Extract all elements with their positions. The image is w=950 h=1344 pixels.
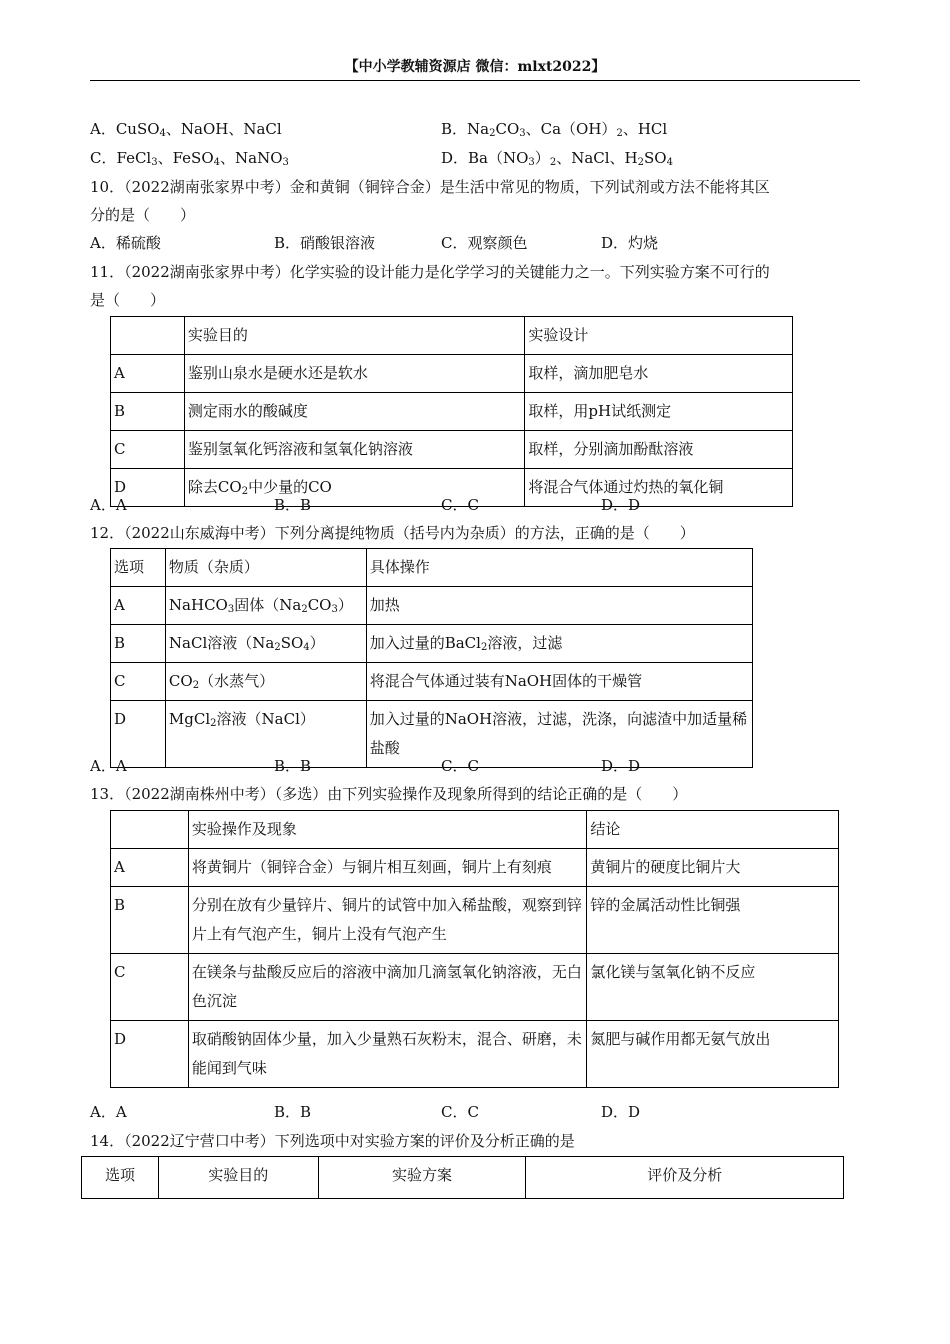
table-row [111,355,793,393]
q13-stem: 13．（2022湖南株州中考）（多选）由下列实验操作及现象所得到的结论正确的是（ ） [90,785,688,803]
row-label: D [111,701,166,768]
row-label: C [111,431,185,469]
operation-cell: 在镁条与盐酸反应后的溶液中滴加几滴氢氧化钠溶液，无白色沉淀 [188,954,586,1021]
header-cell [111,811,189,849]
row-label: B [111,887,189,954]
q13-table [110,810,839,1088]
header-cell: 实验目的 [158,1157,318,1199]
operation-cell: 加热 [366,587,752,625]
table-row [111,587,753,625]
q12-option-d: D．D [601,757,641,775]
q9-option-b: B．$Na_2CO_3$、$Ca(OH)_2$、HCl [441,120,668,139]
q10-option-a: A．稀硫酸 [90,234,161,252]
q11-stem-line1: 11．（2022湖南张家界中考）化学实验的设计能力是化学学习的关键能力之一。下列实验方案不可行的 [90,263,770,281]
header-cell: 实验方案 [318,1157,526,1199]
q9-option-d: D．$Ba(NO_3)_2$、NaCl、$H_2SO_4$ [441,149,673,168]
design-cell: 取样，滴加肥皂水 [525,355,793,393]
q12-option-a: A．A [90,757,127,775]
operation-cell: 分别在放有少量锌片、铜片的试管中加入稀盐酸，观察到锌片上有气泡产生，铜片上没有气泡产生 [188,887,586,954]
design-cell: 取样，用pH试纸测定 [525,393,793,431]
q10-option-b: B．硝酸银溶液 [274,234,376,252]
table-header-row [111,317,793,355]
table-row [111,431,793,469]
row-label: B [111,625,166,663]
design-cell: 取样，分别滴加酚酞溶液 [525,431,793,469]
table-row [111,663,753,701]
conclusion-cell: 锌的金属活动性比铜强 [587,887,839,954]
q13-option-c: C．C [441,1103,479,1121]
q12-option-c: C．C [441,757,479,775]
operation-cell: 将混合气体通过装有NaOH固体的干燥管 [366,663,752,701]
row-label: A [111,355,185,393]
page-header: 【中小学教辅资源店 微信：mlxt2022】 [90,56,860,81]
substance-cell: $CO_2$（水蒸气） [165,663,366,701]
header-cell: 物质（杂质） [165,549,366,587]
q13-option-d: D．D [601,1103,641,1121]
substance-cell: NaHCO$_3$固体$(Na_2CO_3)$ [165,587,366,625]
purpose-cell: 除去$CO_2$中少量的CO [184,469,524,507]
header-cell: 实验目的 [184,317,524,355]
conclusion-cell: 黄铜片的硬度比铜片大 [587,849,839,887]
q13-option-a: A．A [90,1103,127,1121]
q12-option-b: B．B [274,757,312,775]
q10-option-d: D．灼烧 [601,234,659,252]
q9-option-a: A．CuSO$_4$、NaOH、NaCl [90,120,282,139]
header-cell: 实验设计 [525,317,793,355]
header-cell [111,317,185,355]
table-row [111,887,839,954]
purpose-cell: 测定雨水的酸碱度 [184,393,524,431]
purpose-cell: 鉴别山泉水是硬水还是软水 [184,355,524,393]
table-row [111,954,839,1021]
row-label: D [111,1021,189,1088]
operation-cell: 加入过量的NaOH溶液，过滤，洗涤，向滤渣中加适量稀盐酸 [366,701,752,768]
q10-stem-line2: 分的是（ ） [90,206,196,224]
header-cell: 具体操作 [366,549,752,587]
operation-cell: 取硝酸钠固体少量，加入少量熟石灰粉末，混合、研磨，未能闻到气味 [188,1021,586,1088]
header-cell: 评价及分析 [526,1157,844,1199]
header-cell: 选项 [111,549,166,587]
substance-cell: MgCl$_2$溶液（NaCl） [165,701,366,768]
row-label: A [111,587,166,625]
table-row [111,625,753,663]
table-header-row [82,1157,844,1199]
q10-option-c: C．观察颜色 [441,234,528,252]
q9-option-c: C．FeCl$_3$、FeSO$_4$、NaNO$_3$ [90,149,289,168]
q13-option-b: B．B [274,1103,312,1121]
row-label: C [111,954,189,1021]
row-label: A [111,849,189,887]
row-label: B [111,393,185,431]
q11-option-a: A．A [90,496,127,514]
q14-stem: 14．（2022辽宁营口中考）下列选项中对实验方案的评价及分析正确的是 [90,1132,575,1150]
purpose-cell: 鉴别氢氧化钙溶液和氢氧化钠溶液 [184,431,524,469]
q12-stem: 12．（2022山东威海中考）下列分离提纯物质（括号内为杂质）的方法，正确的是（ ） [90,524,695,542]
header-cell: 选项 [82,1157,159,1199]
operation-cell: 加入过量的BaCl$_2$溶液，过滤 [366,625,752,663]
table-row [111,1021,839,1088]
table-header-row [111,549,753,587]
design-cell: 将混合气体通过灼热的氧化铜 [525,469,793,507]
q11-option-b: B．B [274,496,312,514]
table-row [111,701,753,768]
table-row [111,849,839,887]
table-header-row [111,811,839,849]
header-cell: 结论 [587,811,839,849]
q12-table [110,548,753,768]
conclusion-cell: 氯化镁与氢氧化钠不反应 [587,954,839,1021]
row-label: C [111,663,166,701]
q14-table [81,1156,844,1199]
header-cell: 实验操作及现象 [188,811,586,849]
table-row [111,393,793,431]
q10-stem-line1: 10．（2022湖南张家界中考）金和黄铜（铜锌合金）是生活中常见的物质，下列试剂或方法不能将其区 [90,178,770,196]
q11-option-c: C．C [441,496,479,514]
q11-table [110,316,793,507]
substance-cell: NaCl溶液$(Na_2SO_4)$ [165,625,366,663]
q11-stem-line2: 是（ ） [90,291,166,309]
conclusion-cell: 氮肥与碱作用都无氨气放出 [587,1021,839,1088]
row-label: D [111,469,185,507]
operation-cell: 将黄铜片（铜锌合金）与铜片相互刻画，铜片上有刻痕 [188,849,586,887]
q11-option-d: D．D [601,496,641,514]
